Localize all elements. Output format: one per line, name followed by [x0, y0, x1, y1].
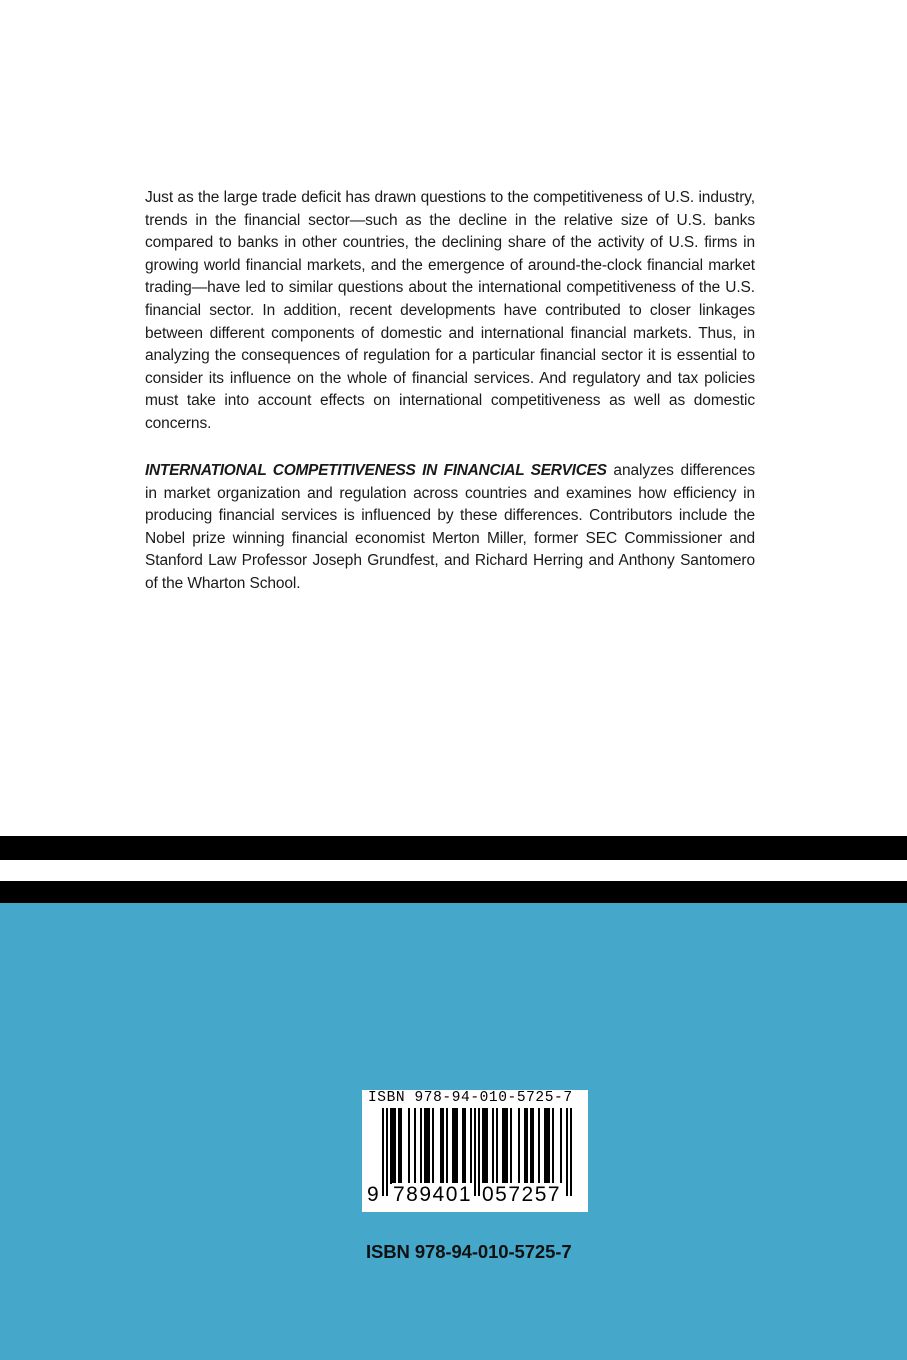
- barcode-bar: [532, 1108, 534, 1184]
- black-stripe-top: [0, 836, 907, 860]
- barcode-bar: [504, 1108, 506, 1184]
- barcode-bar: [390, 1108, 392, 1184]
- barcode: [362, 1090, 588, 1212]
- barcode-bar: [456, 1108, 458, 1184]
- barcode-bar: [398, 1108, 400, 1184]
- barcode-bar: [482, 1108, 484, 1184]
- barcode-bar: [400, 1108, 402, 1184]
- barcode-digit-group-2: 057257: [482, 1183, 562, 1206]
- barcode-bar: [424, 1108, 426, 1184]
- barcode-bar: [492, 1108, 494, 1184]
- barcode-bar: [462, 1108, 464, 1184]
- barcode-bar: [530, 1108, 532, 1184]
- barcode-bar: [510, 1108, 512, 1184]
- barcode-bar: [548, 1108, 550, 1184]
- isbn-footer: ISBN 978-94-010-5725-7: [366, 1241, 572, 1262]
- white-stripe: [0, 860, 907, 881]
- barcode-bar: [526, 1108, 528, 1184]
- book-title: INTERNATIONAL COMPETITIVENESS IN FINANCIAL SERVICES: [145, 462, 607, 479]
- barcode-bar: [414, 1108, 416, 1184]
- barcode-bar: [470, 1108, 472, 1184]
- barcode-bar: [486, 1108, 488, 1184]
- barcode-bar: [392, 1108, 394, 1184]
- barcode-bar: [538, 1108, 540, 1184]
- barcode-bar: [452, 1108, 454, 1184]
- barcode-bar: [552, 1108, 554, 1184]
- barcode-bar: [496, 1108, 498, 1184]
- barcode-bar: [432, 1108, 434, 1184]
- black-stripe-bottom: [0, 881, 907, 903]
- barcode-bar: [428, 1108, 430, 1184]
- barcode-bar: [546, 1108, 548, 1184]
- description-paragraph-1: Just as the large trade deficit has drawn questions to the competitiveness of U.S. industry, trends in the financial sector—such as the decline in the relative size of U.S. banks compared to banks in other countries, the declining share of the activity of U.S. firms in growing world financial markets, and the emergence of around-the-clock financial market trading—have led to similar questions about the international competitiveness of the U.S. financial sector. In addition, recent developments have contributed to closer linkages between different components of domestic and international financial markets. Thus, in analyzing the consequences of regulation for a particular financial sector it is essential to consider its influence on the whole of financial services. And regulatory and tax policies must take into account effects on international competitiveness as well as domestic concerns.: [145, 189, 755, 432]
- barcode-bar: [394, 1108, 396, 1184]
- barcode-bar: [524, 1108, 526, 1184]
- barcode-bar: [454, 1108, 456, 1184]
- barcode-bar: [560, 1108, 562, 1184]
- barcode-bar: [506, 1108, 508, 1184]
- barcode-bar: [502, 1108, 504, 1184]
- description-paragraph-2-body: analyzes differences in market organization and regulation across countries and examines how efficiency in producing financial services is influenced by these differences. Contributors include the Nobel prize winning financial economist Merton Miller, former SEC Commissioner and Stanford Law Professor Joseph Grundfest, and Richard Herring and Anthony Santomero of the Wharton School.: [145, 462, 755, 592]
- barcode-bar: [544, 1108, 546, 1184]
- barcode-bar: [420, 1108, 422, 1184]
- description-paragraph-2: [145, 460, 755, 596]
- barcode-bar: [484, 1108, 486, 1184]
- barcode-bar: [446, 1108, 448, 1184]
- barcode-bar: [464, 1108, 466, 1184]
- barcode-isbn-label: ISBN 978-94-010-5725-7: [368, 1090, 573, 1106]
- barcode-bar: [518, 1108, 520, 1184]
- barcode-bar: [440, 1108, 442, 1184]
- barcode-digits: [362, 1183, 588, 1209]
- barcode-bar: [442, 1108, 444, 1184]
- barcode-bar: [408, 1108, 410, 1184]
- barcode-lead-digit: 9: [367, 1183, 379, 1206]
- barcode-digit-group-1: 789401: [393, 1183, 473, 1206]
- barcode-bar: [426, 1108, 428, 1184]
